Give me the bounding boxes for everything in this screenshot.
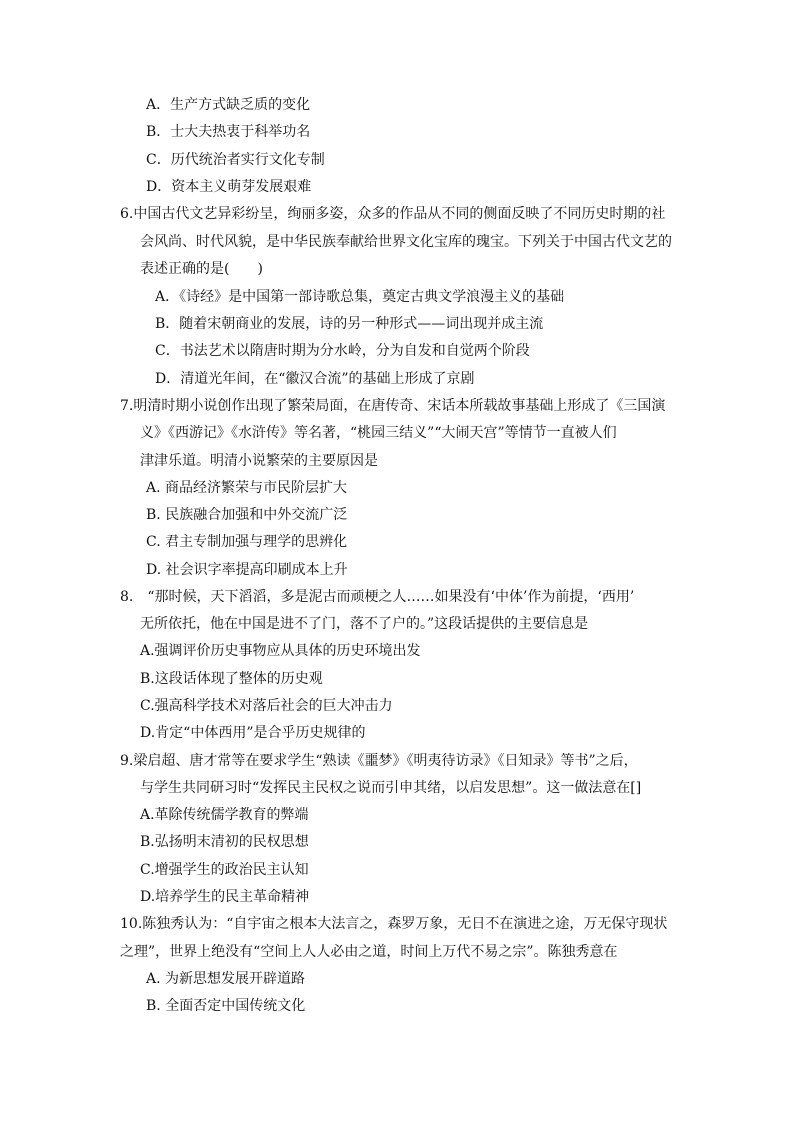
q6-option-d: D．清道光年间，在“徽汉合流”的基础上形成了京剧 bbox=[155, 371, 475, 387]
q8-option-c: C.强高科学技术对落后社会的巨大冲击力 bbox=[140, 698, 393, 714]
q10-stem-line-2: 之理”，世界上绝没有“空间上人人必由之道，时间上万代不易之宗”。陈独秀意在 bbox=[120, 944, 618, 960]
q8-option-d: D.肯定“中体西用”是合乎历史规律的 bbox=[140, 725, 366, 741]
q6-option-b: B．随着宋朝商业的发展，诗的另一种形式——词出现并成主流 bbox=[155, 316, 544, 332]
q8-option-a: A.强调评价历史事物应从具体的历史环境出发 bbox=[140, 643, 421, 659]
q6-stem-line-2: 会风尚、时代风貌，是中华民族奉献给世界文化宝库的瑰宝。下列关于中国古代文艺的 bbox=[140, 234, 672, 250]
q6-stem-line-3: 表述正确的是( ) bbox=[140, 261, 263, 277]
q9-stem-line-1: 9.梁启超、唐才常等在要求学生“熟读《噩梦》《明夷待访录》《日知录》等书”之后， bbox=[120, 753, 638, 769]
q5-option-c: C．历代统治者实行文化专制 bbox=[146, 152, 325, 168]
q7-stem-line-1: 7.明清时期小说创作出现了繁荣局面，在唐传奇、宋话本所载故事基础上形成了《三国演 bbox=[120, 398, 666, 414]
q5-option-b: B．士大夫热衷于科举功名 bbox=[146, 124, 311, 140]
q9-option-d: D.培养学生的民主革命精神 bbox=[140, 889, 310, 905]
q5-option-d: D．资本主义萌芽发展艰难 bbox=[146, 179, 312, 195]
q8-option-b: B.这段话体现了整体的历史观 bbox=[140, 671, 323, 687]
q7-option-d: D. 社会识字率提高印刷成本上升 bbox=[146, 562, 348, 578]
q10-option-b: B. 全面否定中国传统文化 bbox=[146, 998, 306, 1014]
q5-option-a: A．生产方式缺乏质的变化 bbox=[146, 97, 311, 113]
q8-stem-line-1: 8. “那时候，天下滔滔，多是泥古而顽梗之人……如果没有‘中体’作为前提，‘西用’ bbox=[120, 589, 635, 605]
q9-option-a: A.革除传统儒学教育的弊端 bbox=[140, 807, 309, 823]
q9-stem-line-2: 与学生共同研习时“发挥民主民权之说而引申其绪，以启发思想”。这一做法意在[] bbox=[140, 780, 642, 796]
q6-stem-line-1: 6.中国古代文艺异彩纷呈，绚丽多姿，众多的作品从不同的侧面反映了不同历史时期的社 bbox=[120, 206, 666, 222]
q7-option-b: B. 民族融合加强和中外交流广泛 bbox=[146, 507, 348, 523]
q9-option-c: C.增强学生的政治民主认知 bbox=[140, 862, 309, 878]
q7-option-c: C. 君主专制加强与理学的思辨化 bbox=[146, 534, 348, 550]
q6-option-c: C．书法艺术以隋唐时期为分水岭，分为自发和自觉两个阶段 bbox=[155, 343, 530, 359]
q10-option-a: A. 为新思想发展开辟道路 bbox=[146, 971, 306, 987]
q7-option-a: A. 商品经济繁荣与市民阶层扩大 bbox=[146, 480, 348, 496]
q10-stem-line-1: 10.陈独秀认为：“自宇宙之根本大法言之，森罗万象，无日不在演进之途，万无保守现状 bbox=[120, 916, 668, 932]
q7-stem-line-3: 津津乐道。明清小说繁荣的主要原因是 bbox=[140, 453, 378, 469]
q7-stem-line-2: 义》《西游记》《水浒传》等名著，“桃园三结义”“大闹天宫”等情节一直被人们 bbox=[140, 425, 617, 441]
q8-stem-line-2: 无所依托，他在中国是进不了门，落不了户的。”这段话提供的主要信息是 bbox=[140, 616, 589, 632]
q6-option-a: A．《诗经》是中国第一部诗歌总集，奠定古典文学浪漫主义的基础 bbox=[155, 289, 565, 305]
q9-option-b: B.弘扬明末清初的民权思想 bbox=[140, 834, 309, 850]
